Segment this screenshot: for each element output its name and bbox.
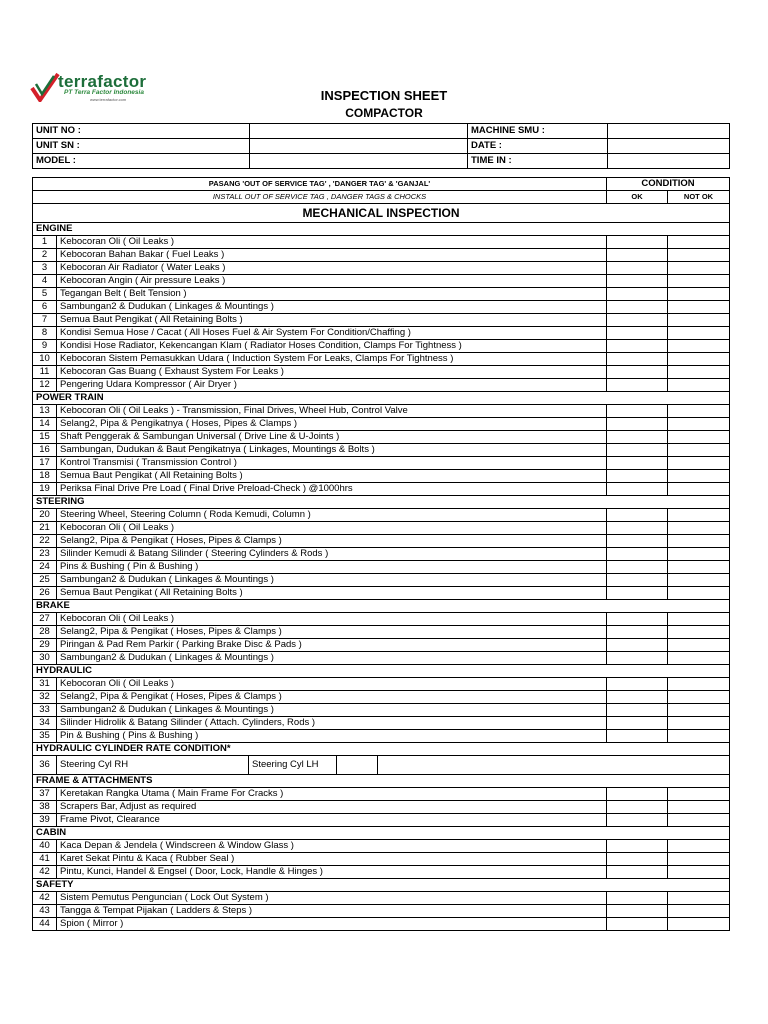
item-description: Kebocoran Oli ( Oil Leaks ) bbox=[57, 236, 607, 249]
not-ok-checkbox-cell[interactable] bbox=[668, 918, 730, 931]
item-description: Spion ( Mirror ) bbox=[57, 918, 607, 931]
ok-checkbox-cell[interactable] bbox=[607, 639, 668, 652]
table-row bbox=[33, 470, 730, 483]
table-row bbox=[33, 892, 730, 905]
item-description: Periksa Final Drive Pre Load ( Final Drive Preload-Check ) @1000hrs bbox=[57, 483, 607, 496]
item-number: 32 bbox=[33, 691, 57, 704]
not-ok-checkbox-cell[interactable] bbox=[668, 535, 730, 548]
item-number: 39 bbox=[33, 814, 57, 827]
table-row bbox=[33, 236, 730, 249]
ok-checkbox-cell[interactable] bbox=[607, 801, 668, 814]
item-number: 6 bbox=[33, 301, 57, 314]
item-description: Semua Baut Pengikat ( All Retaining Bolts ) bbox=[57, 587, 607, 600]
item-description: Kebocoran Oli ( Oil Leaks ) - Transmission, Final Drives, Wheel Hub, Control Valve bbox=[57, 405, 607, 418]
not-ok-checkbox-cell[interactable] bbox=[668, 548, 730, 561]
table-row bbox=[33, 561, 730, 574]
not-ok-checkbox-cell[interactable] bbox=[668, 366, 730, 379]
not-ok-checkbox-cell[interactable] bbox=[668, 340, 730, 353]
item-number: 4 bbox=[33, 275, 57, 288]
item-number: 28 bbox=[33, 626, 57, 639]
item-description: Silinder Hidrolik & Batang Silinder ( Attach. Cylinders, Rods ) bbox=[57, 717, 607, 730]
not-ok-checkbox-cell[interactable] bbox=[668, 509, 730, 522]
machine-smu-field[interactable] bbox=[608, 124, 730, 139]
item-description: Sambungan2 & Dudukan ( Linkages & Mountings ) bbox=[57, 574, 607, 587]
item-description: Kebocoran Air Radiator ( Water Leaks ) bbox=[57, 262, 607, 275]
item-number: 8 bbox=[33, 327, 57, 340]
table-row bbox=[33, 626, 730, 639]
ok-checkbox-cell[interactable] bbox=[607, 652, 668, 665]
table-row bbox=[33, 379, 730, 392]
item-number: 21 bbox=[33, 522, 57, 535]
not-ok-checkbox-cell[interactable] bbox=[668, 587, 730, 600]
section-heading-steering: STEERING bbox=[33, 496, 730, 509]
item-description: Kondisi Hose Radiator, Kekencangan Klam ( Radiator Hoses Condition, Clamps For Tightness ) bbox=[57, 340, 607, 353]
not-ok-checkbox-cell[interactable] bbox=[668, 691, 730, 704]
table-row bbox=[33, 814, 730, 827]
ok-checkbox-cell[interactable] bbox=[607, 418, 668, 431]
table-row bbox=[33, 639, 730, 652]
item-description: Kebocoran Oli ( Oil Leaks ) bbox=[57, 678, 607, 691]
ok-checkbox-cell[interactable] bbox=[607, 431, 668, 444]
ok-checkbox-cell[interactable] bbox=[607, 788, 668, 801]
table-row bbox=[33, 124, 730, 139]
item-description: Steering Wheel, Steering Column ( Roda Kemudi, Column ) bbox=[57, 509, 607, 522]
not-ok-checkbox-cell[interactable] bbox=[668, 801, 730, 814]
ok-checkbox-cell[interactable] bbox=[607, 730, 668, 743]
table-row bbox=[33, 139, 730, 154]
section-row bbox=[33, 665, 730, 678]
not-ok-checkbox-cell[interactable] bbox=[668, 444, 730, 457]
table-row bbox=[33, 535, 730, 548]
item-description: Pintu, Kunci, Handel & Engsel ( Door, Lock, Handle & Hinges ) bbox=[57, 866, 607, 879]
item-number: 15 bbox=[33, 431, 57, 444]
ok-checkbox-cell[interactable] bbox=[607, 366, 668, 379]
ok-checkbox-cell[interactable] bbox=[607, 853, 668, 866]
unit-sn-label: UNIT SN : bbox=[33, 139, 250, 154]
item-number: 38 bbox=[33, 801, 57, 814]
unit-sn-field[interactable] bbox=[250, 139, 468, 154]
item-description: Karet Sekat Pintu & Kaca ( Rubber Seal ) bbox=[57, 853, 607, 866]
ok-checkbox-cell[interactable] bbox=[607, 236, 668, 249]
item-description: Sambungan2 & Dudukan ( Linkages & Mountings ) bbox=[57, 704, 607, 717]
item-number: 12 bbox=[33, 379, 57, 392]
table-row bbox=[33, 509, 730, 522]
not-ok-checkbox-cell[interactable] bbox=[668, 262, 730, 275]
table-row bbox=[33, 275, 730, 288]
section-heading-engine: ENGINE bbox=[33, 223, 730, 236]
not-ok-checkbox-cell[interactable] bbox=[668, 236, 730, 249]
table-row bbox=[33, 691, 730, 704]
table-row bbox=[33, 587, 730, 600]
section-row bbox=[33, 392, 730, 405]
ok-checkbox-cell[interactable] bbox=[607, 314, 668, 327]
item-description: Tangga & Tempat Pijakan ( Ladders & Steps ) bbox=[57, 905, 607, 918]
table-row bbox=[33, 301, 730, 314]
ok-checkbox-cell[interactable] bbox=[607, 327, 668, 340]
item-description: Pins & Bushing ( Pin & Bushing ) bbox=[57, 561, 607, 574]
item-number: 18 bbox=[33, 470, 57, 483]
item-number: 2 bbox=[33, 249, 57, 262]
item-number: 40 bbox=[33, 840, 57, 853]
ok-checkbox-cell[interactable] bbox=[607, 561, 668, 574]
item-description: Kondisi Semua Hose / Cacat ( All Hoses Fuel & Air System For Condition/Chaffing ) bbox=[57, 327, 607, 340]
date-field[interactable] bbox=[608, 139, 730, 154]
not-ok-checkbox-cell[interactable] bbox=[668, 853, 730, 866]
table-row bbox=[33, 314, 730, 327]
table-row bbox=[33, 788, 730, 801]
item-description: Semua Baut Pengikat ( All Retaining Bolts ) bbox=[57, 470, 607, 483]
item-number: 11 bbox=[33, 366, 57, 379]
item-number: 9 bbox=[33, 340, 57, 353]
table-row bbox=[33, 353, 730, 366]
ok-checkbox-cell[interactable] bbox=[607, 470, 668, 483]
item-description: Scrapers Bar, Adjust as required bbox=[57, 801, 607, 814]
not-ok-checkbox-cell[interactable] bbox=[668, 457, 730, 470]
table-row bbox=[33, 717, 730, 730]
table-row bbox=[33, 548, 730, 561]
not-ok-header: NOT OK bbox=[668, 191, 730, 204]
table-row bbox=[33, 431, 730, 444]
condition-header: CONDITION bbox=[607, 178, 730, 191]
item-description: Pin & Bushing ( Pins & Bushing ) bbox=[57, 730, 607, 743]
section-row bbox=[33, 600, 730, 613]
item-number: 10 bbox=[33, 353, 57, 366]
table-row bbox=[33, 154, 730, 169]
not-ok-checkbox-cell[interactable] bbox=[668, 866, 730, 879]
unit-no-label: UNIT NO : bbox=[33, 124, 250, 139]
table-row bbox=[33, 730, 730, 743]
table-row bbox=[33, 853, 730, 866]
logo-brand: terrafactor bbox=[58, 72, 147, 91]
ok-checkbox-cell[interactable] bbox=[607, 249, 668, 262]
steering-cyl-lh-field[interactable] bbox=[337, 756, 378, 774]
item-number: 7 bbox=[33, 314, 57, 327]
item-number: 3 bbox=[33, 262, 57, 275]
not-ok-checkbox-cell[interactable] bbox=[668, 613, 730, 626]
table-row bbox=[33, 249, 730, 262]
page-subtitle: COMPACTOR bbox=[345, 106, 423, 120]
table-row bbox=[33, 652, 730, 665]
table-row bbox=[33, 327, 730, 340]
table-row bbox=[33, 262, 730, 275]
table-row bbox=[33, 918, 730, 931]
machine-smu-label: MACHINE SMU : bbox=[468, 124, 608, 139]
ok-checkbox-cell[interactable] bbox=[607, 905, 668, 918]
item-description: Frame Pivot, Clearance bbox=[57, 814, 607, 827]
ok-checkbox-cell[interactable] bbox=[607, 840, 668, 853]
item-description: Sambungan2 & Dudukan ( Linkages & Mountings ) bbox=[57, 652, 607, 665]
item-number: 29 bbox=[33, 639, 57, 652]
not-ok-checkbox-cell[interactable] bbox=[668, 405, 730, 418]
ok-checkbox-cell[interactable] bbox=[607, 892, 668, 905]
not-ok-checkbox-cell[interactable] bbox=[668, 704, 730, 717]
notice-line1: PASANG 'OUT OF SERVICE TAG' , 'DANGER TAG' & 'GANJAL' bbox=[33, 178, 607, 191]
not-ok-checkbox-cell[interactable] bbox=[668, 418, 730, 431]
table-row bbox=[33, 288, 730, 301]
item-number: 23 bbox=[33, 548, 57, 561]
item-description: Kontrol Transmisi ( Transmission Control ) bbox=[57, 457, 607, 470]
item-description: Piringan & Pad Rem Parkir ( Parking Brake Disc & Pads ) bbox=[57, 639, 607, 652]
not-ok-checkbox-cell[interactable] bbox=[668, 470, 730, 483]
mechanical-inspection-title: MECHANICAL INSPECTION bbox=[33, 204, 730, 223]
not-ok-checkbox-cell[interactable] bbox=[668, 561, 730, 574]
section-row bbox=[33, 775, 730, 788]
item-description: Kaca Depan & Jendela ( Windscreen & Window Glass ) bbox=[57, 840, 607, 853]
not-ok-checkbox-cell[interactable] bbox=[668, 327, 730, 340]
section-row bbox=[33, 743, 730, 756]
logo-company: PT Terra Factor Indonesia bbox=[64, 89, 144, 96]
item-number: 33 bbox=[33, 704, 57, 717]
unit-no-field[interactable] bbox=[250, 124, 468, 139]
table-row bbox=[33, 840, 730, 853]
not-ok-checkbox-cell[interactable] bbox=[668, 574, 730, 587]
ok-checkbox-cell[interactable] bbox=[607, 717, 668, 730]
section-row bbox=[33, 827, 730, 840]
ok-checkbox-cell[interactable] bbox=[607, 405, 668, 418]
time-in-label: TIME IN : bbox=[468, 154, 608, 169]
item-number: 19 bbox=[33, 483, 57, 496]
table-row bbox=[33, 405, 730, 418]
item-number: 22 bbox=[33, 535, 57, 548]
ok-checkbox-cell[interactable] bbox=[607, 509, 668, 522]
cylinder-remarks-field[interactable] bbox=[378, 756, 729, 774]
item-description: Sambungan2 & Dudukan ( Linkages & Mountings ) bbox=[57, 301, 607, 314]
mechanical-row bbox=[33, 204, 730, 223]
item-number: 13 bbox=[33, 405, 57, 418]
not-ok-checkbox-cell[interactable] bbox=[668, 353, 730, 366]
inspection-table bbox=[32, 177, 730, 931]
ok-checkbox-cell[interactable] bbox=[607, 535, 668, 548]
item-number: 36 bbox=[33, 756, 57, 775]
notice-line2: INSTALL OUT OF SERVICE TAG , DANGER TAGS & CHOCKS bbox=[33, 191, 607, 204]
item-description: Silinder Kemudi & Batang Silinder ( Steering Cylinders & Rods ) bbox=[57, 548, 607, 561]
not-ok-checkbox-cell[interactable] bbox=[668, 905, 730, 918]
not-ok-checkbox-cell[interactable] bbox=[668, 379, 730, 392]
ok-checkbox-cell[interactable] bbox=[607, 457, 668, 470]
table-row bbox=[33, 483, 730, 496]
not-ok-checkbox-cell[interactable] bbox=[668, 652, 730, 665]
not-ok-checkbox-cell[interactable] bbox=[668, 840, 730, 853]
not-ok-checkbox-cell[interactable] bbox=[668, 678, 730, 691]
not-ok-checkbox-cell[interactable] bbox=[668, 814, 730, 827]
table-row bbox=[33, 418, 730, 431]
not-ok-checkbox-cell[interactable] bbox=[668, 314, 730, 327]
ok-checkbox-cell[interactable] bbox=[607, 522, 668, 535]
item-description: Kebocoran Gas Buang ( Exhaust System For Leaks ) bbox=[57, 366, 607, 379]
table-row bbox=[33, 613, 730, 626]
ok-checkbox-cell[interactable] bbox=[607, 275, 668, 288]
section-heading-safety: SAFETY bbox=[33, 879, 730, 892]
unit-info-table bbox=[32, 123, 730, 169]
table-row bbox=[33, 522, 730, 535]
steering-cyl-lh-label: Steering Cyl LH bbox=[249, 756, 337, 774]
time-in-field[interactable] bbox=[608, 154, 730, 169]
item-number: 16 bbox=[33, 444, 57, 457]
table-row bbox=[33, 905, 730, 918]
item-number: 25 bbox=[33, 574, 57, 587]
section-heading-cylinder: HYDRAULIC CYLINDER RATE CONDITION* bbox=[33, 743, 730, 756]
ok-checkbox-cell[interactable] bbox=[607, 379, 668, 392]
ok-checkbox-cell[interactable] bbox=[607, 587, 668, 600]
item-number: 44 bbox=[33, 918, 57, 931]
ok-checkbox-cell[interactable] bbox=[607, 626, 668, 639]
section-heading-brake: BRAKE bbox=[33, 600, 730, 613]
ok-checkbox-cell[interactable] bbox=[607, 678, 668, 691]
ok-checkbox-cell[interactable] bbox=[607, 691, 668, 704]
item-number: 34 bbox=[33, 717, 57, 730]
not-ok-checkbox-cell[interactable] bbox=[668, 275, 730, 288]
item-number: 30 bbox=[33, 652, 57, 665]
not-ok-checkbox-cell[interactable] bbox=[668, 431, 730, 444]
ok-checkbox-cell[interactable] bbox=[607, 483, 668, 496]
not-ok-checkbox-cell[interactable] bbox=[668, 788, 730, 801]
table-row bbox=[33, 340, 730, 353]
table-row bbox=[33, 801, 730, 814]
ok-checkbox-cell[interactable] bbox=[607, 613, 668, 626]
item-description: Kebocoran Bahan Bakar ( Fuel Leaks ) bbox=[57, 249, 607, 262]
item-description: Kebocoran Sistem Pemasukkan Udara ( Induction System For Leaks, Clamps For Tightness ) bbox=[57, 353, 607, 366]
notice-row bbox=[33, 191, 730, 204]
item-number: 43 bbox=[33, 905, 57, 918]
section-heading-power-train: POWER TRAIN bbox=[33, 392, 730, 405]
not-ok-checkbox-cell[interactable] bbox=[668, 522, 730, 535]
ok-header: OK bbox=[607, 191, 668, 204]
item-description: Sambungan, Dudukan & Baut Pengikatnya ( Linkages, Mountings & Bolts ) bbox=[57, 444, 607, 457]
logo-website: www.terrafactor.com bbox=[90, 97, 127, 102]
ok-checkbox-cell[interactable] bbox=[607, 262, 668, 275]
item-description: Selang2, Pipa & Pengikat ( Hoses, Pipes & Clamps ) bbox=[57, 535, 607, 548]
item-number: 5 bbox=[33, 288, 57, 301]
ok-checkbox-cell[interactable] bbox=[607, 704, 668, 717]
not-ok-checkbox-cell[interactable] bbox=[668, 639, 730, 652]
ok-checkbox-cell[interactable] bbox=[607, 301, 668, 314]
item-description: Semua Baut Pengikat ( All Retaining Bolts ) bbox=[57, 314, 607, 327]
item-number: 26 bbox=[33, 587, 57, 600]
not-ok-checkbox-cell[interactable] bbox=[668, 730, 730, 743]
ok-checkbox-cell[interactable] bbox=[607, 444, 668, 457]
table-row bbox=[33, 574, 730, 587]
item-number: 27 bbox=[33, 613, 57, 626]
ok-checkbox-cell[interactable] bbox=[607, 918, 668, 931]
item-number: 1 bbox=[33, 236, 57, 249]
section-heading-hydraulic: HYDRAULIC bbox=[33, 665, 730, 678]
item-number: 14 bbox=[33, 418, 57, 431]
table-row bbox=[33, 366, 730, 379]
table-row bbox=[33, 444, 730, 457]
cylinder-rate-cell bbox=[57, 756, 730, 775]
item-number: 35 bbox=[33, 730, 57, 743]
ok-checkbox-cell[interactable] bbox=[607, 353, 668, 366]
section-heading-cabin: CABIN bbox=[33, 827, 730, 840]
model-field[interactable] bbox=[250, 154, 468, 169]
item-description: Sistem Pemutus Penguncian ( Lock Out System ) bbox=[57, 892, 607, 905]
not-ok-checkbox-cell[interactable] bbox=[668, 892, 730, 905]
not-ok-checkbox-cell[interactable] bbox=[668, 288, 730, 301]
section-heading-frame: FRAME & ATTACHMENTS bbox=[33, 775, 730, 788]
item-number: 37 bbox=[33, 788, 57, 801]
item-description: Kebocoran Angin ( Air pressure Leaks ) bbox=[57, 275, 607, 288]
table-row bbox=[33, 756, 730, 775]
item-description: Keretakan Rangka Utama ( Main Frame For Cracks ) bbox=[57, 788, 607, 801]
item-description: Pengering Udara Kompressor ( Air Dryer ) bbox=[57, 379, 607, 392]
item-description: Shaft Penggerak & Sambungan Universal ( Drive Line & U-Joints ) bbox=[57, 431, 607, 444]
item-description: Selang2, Pipa & Pengikat ( Hoses, Pipes & Clamps ) bbox=[57, 691, 607, 704]
item-number: 20 bbox=[33, 509, 57, 522]
table-row bbox=[33, 866, 730, 879]
not-ok-checkbox-cell[interactable] bbox=[668, 717, 730, 730]
item-description: Tegangan Belt ( Belt Tension ) bbox=[57, 288, 607, 301]
page-title: INSPECTION SHEET bbox=[320, 88, 448, 103]
section-row bbox=[33, 223, 730, 236]
date-label: DATE : bbox=[468, 139, 608, 154]
section-row bbox=[33, 879, 730, 892]
ok-checkbox-cell[interactable] bbox=[607, 814, 668, 827]
ok-checkbox-cell[interactable] bbox=[607, 288, 668, 301]
model-label: MODEL : bbox=[33, 154, 250, 169]
not-ok-checkbox-cell[interactable] bbox=[668, 626, 730, 639]
ok-checkbox-cell[interactable] bbox=[607, 574, 668, 587]
table-row bbox=[33, 704, 730, 717]
ok-checkbox-cell[interactable] bbox=[607, 548, 668, 561]
item-number: 42 bbox=[33, 892, 57, 905]
ok-checkbox-cell[interactable] bbox=[607, 340, 668, 353]
item-description: Selang2, Pipa & Pengikatnya ( Hoses, Pipes & Clamps ) bbox=[57, 418, 607, 431]
item-number: 17 bbox=[33, 457, 57, 470]
not-ok-checkbox-cell[interactable] bbox=[668, 249, 730, 262]
section-row bbox=[33, 496, 730, 509]
item-description: Kebocoran Oli ( Oil Leaks ) bbox=[57, 522, 607, 535]
item-number: 31 bbox=[33, 678, 57, 691]
item-description: Selang2, Pipa & Pengikat ( Hoses, Pipes & Clamps ) bbox=[57, 626, 607, 639]
item-description: Kebocoran Oli ( Oil Leaks ) bbox=[57, 613, 607, 626]
item-number: 24 bbox=[33, 561, 57, 574]
not-ok-checkbox-cell[interactable] bbox=[668, 483, 730, 496]
notice-row bbox=[33, 178, 730, 191]
item-number: 42 bbox=[33, 866, 57, 879]
not-ok-checkbox-cell[interactable] bbox=[668, 301, 730, 314]
table-row bbox=[33, 678, 730, 691]
ok-checkbox-cell[interactable] bbox=[607, 866, 668, 879]
steering-cyl-rh-label: Steering Cyl RH bbox=[57, 756, 249, 774]
table-row bbox=[33, 457, 730, 470]
item-number: 41 bbox=[33, 853, 57, 866]
